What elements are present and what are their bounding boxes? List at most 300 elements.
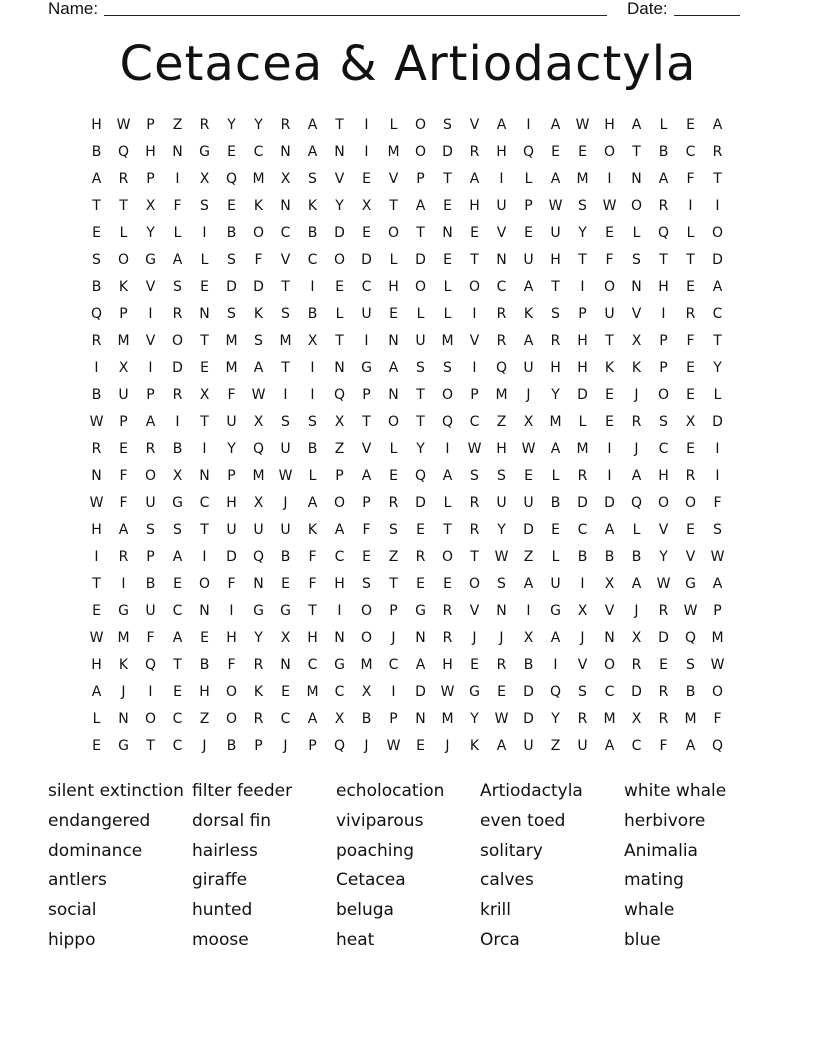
- grid-letter: K: [253, 198, 264, 214]
- grid-letter: W: [710, 657, 725, 673]
- grid-letter: I: [310, 387, 315, 403]
- grid-letter: J: [283, 738, 288, 754]
- grid-letter: N: [199, 603, 210, 619]
- grid-letter: F: [119, 495, 128, 511]
- grid-letter: I: [661, 306, 666, 322]
- grid-letter: E: [227, 198, 236, 214]
- grid-letter: W: [278, 468, 293, 484]
- grid-letter: A: [334, 522, 345, 538]
- word-list-item: dominance: [48, 840, 143, 861]
- grid-letter: J: [121, 684, 126, 700]
- word-list-item: blue: [624, 929, 661, 950]
- grid-letter: O: [468, 279, 481, 295]
- grid-letter: B: [604, 549, 615, 565]
- grid-letter: T: [335, 333, 344, 349]
- grid-letter: C: [172, 711, 183, 727]
- grid-letter: K: [307, 198, 318, 214]
- grid-letter: S: [416, 360, 425, 376]
- grid-letter: M: [711, 630, 724, 646]
- grid-letter: T: [470, 252, 479, 268]
- grid-letter: W: [602, 198, 617, 214]
- grid-letter: L: [632, 522, 641, 538]
- grid-letter: A: [496, 117, 507, 133]
- grid-letter: W: [575, 117, 590, 133]
- grid-letter: N: [280, 198, 291, 214]
- grid-letter: K: [253, 306, 264, 322]
- grid-letter: I: [472, 360, 477, 376]
- grid-letter: U: [118, 387, 129, 403]
- grid-letter: E: [119, 441, 128, 457]
- grid-letter: E: [605, 387, 614, 403]
- grid-letter: A: [550, 117, 561, 133]
- grid-letter: Q: [333, 387, 346, 403]
- grid-letter: E: [416, 522, 425, 538]
- grid-letter: T: [389, 576, 398, 592]
- grid-letter: L: [524, 171, 533, 187]
- grid-letter: J: [634, 603, 639, 619]
- grid-letter: I: [94, 360, 99, 376]
- grid-letter: V: [334, 171, 345, 187]
- grid-letter: Z: [550, 738, 561, 754]
- grid-letter: E: [173, 576, 182, 592]
- grid-letter: Y: [254, 630, 263, 646]
- grid-letter: B: [307, 306, 318, 322]
- grid-letter: T: [551, 279, 560, 295]
- grid-letter: N: [415, 630, 426, 646]
- grid-letter: A: [145, 414, 156, 430]
- grid-letter: T: [416, 225, 425, 241]
- grid-letter: K: [118, 657, 129, 673]
- grid-letter: B: [658, 144, 669, 160]
- grid-letter: E: [686, 117, 695, 133]
- grid-letter: U: [415, 333, 426, 349]
- grid-letter: Y: [470, 711, 479, 727]
- grid-letter: B: [550, 495, 561, 511]
- grid-letter: W: [251, 387, 266, 403]
- grid-letter: F: [227, 657, 236, 673]
- grid-letter: R: [118, 549, 129, 565]
- word-list-item: Artiodactyla: [480, 781, 583, 801]
- grid-letter: Q: [225, 171, 238, 187]
- grid-letter: H: [199, 684, 210, 700]
- grid-letter: S: [497, 576, 506, 592]
- grid-letter: Z: [496, 414, 507, 430]
- grid-letter: E: [686, 387, 695, 403]
- grid-letter: D: [226, 279, 237, 295]
- grid-letter: S: [497, 468, 506, 484]
- grid-letter: E: [497, 684, 506, 700]
- grid-letter: V: [469, 603, 480, 619]
- grid-letter: H: [658, 468, 669, 484]
- grid-letter: Q: [657, 225, 670, 241]
- grid-letter: F: [227, 387, 236, 403]
- grid-letter: X: [280, 630, 291, 646]
- grid-letter: X: [199, 171, 210, 187]
- grid-letter: B: [226, 225, 237, 241]
- grid-letter: X: [334, 711, 345, 727]
- grid-letter: T: [362, 414, 371, 430]
- word-list-item: echolocation: [336, 781, 445, 801]
- grid-letter: O: [198, 576, 211, 592]
- grid-letter: A: [91, 684, 102, 700]
- grid-letter: R: [496, 657, 507, 673]
- grid-letter: M: [549, 414, 562, 430]
- grid-letter: A: [415, 198, 426, 214]
- grid-letter: B: [91, 144, 102, 160]
- grid-letter: A: [307, 711, 318, 727]
- grid-letter: O: [414, 144, 427, 160]
- grid-letter: B: [685, 684, 696, 700]
- grid-letter: E: [200, 360, 209, 376]
- grid-letter: S: [281, 414, 290, 430]
- grid-letter: Y: [497, 522, 506, 538]
- grid-letter: O: [441, 387, 454, 403]
- grid-letter: O: [414, 279, 427, 295]
- grid-letter: Y: [254, 117, 263, 133]
- grid-letter: R: [496, 306, 507, 322]
- grid-letter: S: [551, 306, 560, 322]
- grid-letter: A: [658, 171, 669, 187]
- grid-letter: I: [229, 603, 234, 619]
- grid-letter: Z: [334, 441, 345, 457]
- grid-letter: M: [387, 144, 400, 160]
- grid-letter: E: [281, 576, 290, 592]
- grid-letter: J: [391, 630, 396, 646]
- grid-letter: P: [659, 333, 668, 349]
- grid-letter: T: [146, 738, 155, 754]
- grid-letter: N: [604, 630, 615, 646]
- grid-letter: E: [389, 468, 398, 484]
- grid-letter: R: [658, 603, 669, 619]
- grid-letter: R: [658, 198, 669, 214]
- grid-letter: N: [388, 333, 399, 349]
- grid-letter: L: [200, 252, 209, 268]
- word-list-item: Cetacea: [336, 870, 406, 891]
- grid-letter: E: [281, 684, 290, 700]
- grid-letter: C: [712, 306, 723, 322]
- grid-letter: S: [713, 522, 722, 538]
- grid-letter: S: [686, 657, 695, 673]
- name-label: Name:: [48, 0, 99, 18]
- grid-letter: E: [416, 576, 425, 592]
- grid-letter: B: [307, 225, 318, 241]
- grid-letter: B: [307, 441, 318, 457]
- grid-letter: O: [603, 279, 616, 295]
- grid-letter: H: [469, 198, 480, 214]
- grid-letter: S: [308, 414, 317, 430]
- grid-letter: U: [145, 495, 156, 511]
- grid-letter: N: [91, 468, 102, 484]
- grid-letter: J: [634, 387, 639, 403]
- grid-letter: R: [658, 711, 669, 727]
- grid-letter: O: [333, 252, 346, 268]
- grid-letter: I: [202, 549, 207, 565]
- grid-letter: Z: [523, 549, 534, 565]
- letter-grid: [83, 114, 731, 762]
- grid-letter: D: [523, 684, 534, 700]
- grid-letter: R: [712, 144, 723, 160]
- grid-letter: R: [145, 441, 156, 457]
- grid-letter: R: [496, 333, 507, 349]
- grid-letter: J: [634, 441, 639, 457]
- grid-letter: I: [499, 171, 504, 187]
- word-list-item: dorsal fin: [192, 810, 272, 831]
- grid-letter: A: [415, 657, 426, 673]
- grid-letter: W: [467, 441, 482, 457]
- grid-letter: C: [388, 657, 399, 673]
- grid-letter: P: [254, 738, 263, 754]
- grid-letter: O: [657, 387, 670, 403]
- grid-letter: R: [253, 711, 264, 727]
- grid-letter: E: [605, 414, 614, 430]
- grid-letter: C: [307, 252, 318, 268]
- grid-letter: D: [172, 360, 183, 376]
- grid-letter: W: [89, 495, 104, 511]
- grid-letter: V: [280, 252, 291, 268]
- grid-letter: H: [388, 279, 399, 295]
- grid-letter: S: [173, 522, 182, 538]
- grid-letter: F: [308, 576, 317, 592]
- grid-letter: X: [361, 198, 372, 214]
- grid-letter: P: [362, 495, 371, 511]
- grid-letter: G: [280, 603, 291, 619]
- grid-letter: E: [551, 144, 560, 160]
- grid-letter: L: [686, 225, 695, 241]
- grid-letter: K: [307, 522, 318, 538]
- grid-letter: I: [94, 549, 99, 565]
- grid-letter: G: [550, 603, 561, 619]
- grid-letter: A: [712, 117, 723, 133]
- grid-letter: E: [443, 252, 452, 268]
- grid-letter: S: [470, 468, 479, 484]
- grid-letter: G: [145, 252, 156, 268]
- grid-letter: Y: [713, 360, 722, 376]
- grid-letter: H: [91, 657, 102, 673]
- grid-letter: A: [604, 522, 615, 538]
- grid-letter: N: [334, 630, 345, 646]
- grid-letter: O: [171, 333, 184, 349]
- grid-letter: I: [607, 441, 612, 457]
- grid-letter: N: [334, 360, 345, 376]
- grid-letter: X: [280, 171, 291, 187]
- grid-letter: A: [172, 630, 183, 646]
- grid-letter: D: [523, 711, 534, 727]
- grid-letter: L: [308, 468, 317, 484]
- grid-letter: U: [523, 360, 534, 376]
- grid-letter: G: [172, 495, 183, 511]
- grid-letter: W: [89, 630, 104, 646]
- page-title: Cetacea & Artiodactyla: [119, 36, 697, 92]
- grid-letter: N: [631, 171, 642, 187]
- grid-letter: A: [361, 468, 372, 484]
- word-list-item: krill: [480, 900, 512, 921]
- grid-letter: F: [173, 198, 182, 214]
- grid-letter: A: [172, 252, 183, 268]
- grid-letter: U: [523, 738, 534, 754]
- grid-letter: C: [307, 657, 318, 673]
- grid-letter: R: [577, 711, 588, 727]
- grid-letter: H: [442, 657, 453, 673]
- grid-letter: V: [361, 441, 372, 457]
- grid-letter: U: [523, 495, 534, 511]
- grid-letter: L: [92, 711, 101, 727]
- grid-letter: V: [658, 522, 669, 538]
- grid-letter: J: [364, 738, 369, 754]
- grid-letter: R: [631, 414, 642, 430]
- grid-letter: U: [226, 414, 237, 430]
- grid-letter: L: [443, 306, 452, 322]
- grid-letter: E: [362, 171, 371, 187]
- grid-letter: B: [523, 657, 534, 673]
- grid-letter: T: [281, 279, 290, 295]
- grid-letter: E: [362, 225, 371, 241]
- grid-letter: S: [92, 252, 101, 268]
- grid-letter: B: [172, 441, 183, 457]
- grid-letter: I: [715, 198, 720, 214]
- grid-letter: D: [712, 252, 723, 268]
- grid-letter: T: [389, 198, 398, 214]
- grid-letter: G: [415, 603, 426, 619]
- word-list-item: calves: [480, 870, 534, 891]
- grid-letter: P: [227, 468, 236, 484]
- grid-letter: Q: [414, 468, 427, 484]
- grid-letter: I: [580, 279, 585, 295]
- grid-letter: A: [388, 360, 399, 376]
- grid-letter: I: [445, 441, 450, 457]
- grid-letter: R: [388, 495, 399, 511]
- grid-letter: S: [659, 414, 668, 430]
- grid-letter: N: [415, 711, 426, 727]
- grid-letter: I: [310, 360, 315, 376]
- grid-letter: F: [119, 468, 128, 484]
- grid-letter: N: [172, 144, 183, 160]
- grid-letter: W: [521, 441, 536, 457]
- grid-letter: N: [388, 387, 399, 403]
- grid-letter: Q: [684, 630, 697, 646]
- grid-letter: A: [550, 441, 561, 457]
- word-list-item: Animalia: [624, 840, 698, 861]
- grid-letter: H: [145, 144, 156, 160]
- word-list-item: filter feeder: [192, 781, 293, 801]
- grid-letter: Y: [659, 549, 668, 565]
- grid-letter: Y: [146, 225, 155, 241]
- grid-letter: T: [659, 252, 668, 268]
- grid-letter: C: [334, 549, 345, 565]
- grid-letter: P: [119, 306, 128, 322]
- grid-letter: J: [526, 387, 531, 403]
- grid-letter: R: [253, 657, 264, 673]
- grid-letter: P: [146, 549, 155, 565]
- grid-letter: Q: [630, 495, 643, 511]
- grid-letter: E: [686, 522, 695, 538]
- grid-letter: C: [199, 495, 210, 511]
- grid-letter: E: [551, 522, 560, 538]
- grid-letter: I: [337, 603, 342, 619]
- grid-letter: I: [364, 144, 369, 160]
- grid-letter: I: [607, 468, 612, 484]
- date-label: Date:: [627, 0, 668, 18]
- grid-letter: P: [335, 468, 344, 484]
- grid-letter: M: [684, 711, 697, 727]
- grid-letter: I: [715, 468, 720, 484]
- grid-letter: C: [280, 225, 291, 241]
- grid-letter: U: [496, 198, 507, 214]
- grid-letter: L: [335, 306, 344, 322]
- grid-letter: R: [469, 144, 480, 160]
- grid-letter: P: [119, 414, 128, 430]
- grid-letter: S: [578, 684, 587, 700]
- grid-letter: D: [523, 522, 534, 538]
- grid-letter: N: [199, 468, 210, 484]
- grid-letter: G: [199, 144, 210, 160]
- grid-letter: H: [604, 117, 615, 133]
- grid-letter: A: [307, 144, 318, 160]
- grid-letter: Q: [252, 441, 265, 457]
- grid-letter: W: [656, 576, 671, 592]
- grid-letter: B: [145, 576, 156, 592]
- grid-letter: S: [578, 198, 587, 214]
- grid-letter: A: [91, 171, 102, 187]
- grid-letter: U: [361, 306, 372, 322]
- grid-letter: T: [470, 549, 479, 565]
- grid-letter: Y: [416, 441, 425, 457]
- grid-letter: U: [523, 252, 534, 268]
- grid-letter: R: [118, 171, 129, 187]
- grid-letter: O: [711, 225, 724, 241]
- word-list-item: mating: [624, 870, 684, 891]
- grid-letter: I: [202, 225, 207, 241]
- grid-letter: B: [631, 549, 642, 565]
- grid-letter: V: [388, 171, 399, 187]
- grid-letter: M: [603, 711, 616, 727]
- grid-letter: E: [470, 225, 479, 241]
- grid-letter: I: [364, 333, 369, 349]
- grid-letter: L: [173, 225, 182, 241]
- grid-letter: D: [253, 279, 264, 295]
- grid-letter: X: [253, 495, 264, 511]
- grid-letter: M: [306, 684, 319, 700]
- grid-letter: T: [173, 657, 182, 673]
- grid-letter: L: [389, 252, 398, 268]
- grid-letter: F: [713, 495, 722, 511]
- grid-letter: D: [658, 630, 669, 646]
- grid-letter: E: [173, 684, 182, 700]
- grid-letter: O: [252, 225, 265, 241]
- grid-letter: R: [442, 603, 453, 619]
- grid-letter: R: [199, 117, 210, 133]
- grid-letter: T: [335, 117, 344, 133]
- grid-letter: E: [227, 144, 236, 160]
- grid-letter: O: [333, 495, 346, 511]
- word-list-item: hippo: [48, 929, 96, 950]
- grid-letter: P: [389, 711, 398, 727]
- grid-letter: O: [711, 684, 724, 700]
- grid-letter: K: [604, 360, 615, 376]
- grid-letter: W: [683, 603, 698, 619]
- header: [48, 0, 748, 20]
- date-line: [674, 15, 740, 16]
- grid-letter: D: [577, 387, 588, 403]
- grid-letter: Q: [333, 738, 346, 754]
- grid-letter: W: [116, 117, 131, 133]
- grid-letter: E: [443, 576, 452, 592]
- grid-letter: D: [604, 495, 615, 511]
- grid-letter: N: [442, 225, 453, 241]
- grid-letter: S: [200, 198, 209, 214]
- grid-letter: I: [310, 279, 315, 295]
- grid-letter: I: [148, 306, 153, 322]
- grid-letter: M: [495, 387, 508, 403]
